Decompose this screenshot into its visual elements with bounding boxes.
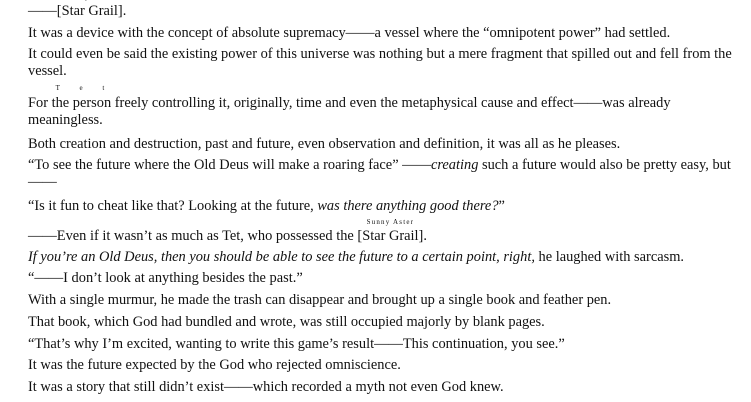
paragraph: That book, which God had bundled and wrote, was still occupied majorly by blank pages. — [28, 314, 545, 330]
italic-text: creating — [430, 157, 479, 173]
paragraph — [28, 249, 746, 266]
paragraph: Both creation and destruction, past and future, even observation and definition, it was all as he pleases. — [28, 136, 621, 152]
paragraph — [28, 157, 746, 191]
ruby-annotation — [357, 218, 424, 245]
italic-text: If you’re an Old Deus, then you should be able to see the future to a certain point, right, — [28, 249, 535, 265]
ruby-text — [57, 0, 123, 1]
paragraph-star-grail-fragment — [28, 3, 746, 20]
text-span: . — [423, 228, 427, 244]
text-span: . — [122, 3, 127, 19]
ruby-text: Sunny Aster — [366, 218, 415, 226]
paragraph: It was a story that still didn’t exist——which recorded a myth not even God knew. — [28, 379, 504, 395]
text-span: “Is it fun to cheat like that? Looking at the future, — [28, 198, 318, 214]
paragraph: “That’s why I’m excited, wanting to write this game’s result——This continuation, you see.” — [28, 336, 565, 352]
ruby-base: [Star Grail] — [56, 3, 123, 19]
paragraph — [28, 198, 746, 215]
text-span: “To see the future where the Old Deus will make a roaring face” —— — [28, 157, 431, 173]
paragraph: “——I don’t look at anything besides the past.” — [28, 270, 303, 286]
paragraph: With a single murmur, he made the trash can disappear and brought up a single book and feather pen. — [28, 292, 612, 308]
text-span: ——Even if it wasn’t as much as Tet, who possessed the — [28, 228, 358, 244]
ruby-annotation — [57, 3, 123, 20]
text-span: such a future would also be pretty easy, but—— — [28, 157, 731, 190]
text-span: ” — [498, 198, 505, 214]
paragraph-with-ruby — [28, 218, 746, 245]
text-span: he laughed with sarcasm. — [534, 249, 684, 265]
ruby-annotation — [51, 84, 114, 112]
ruby-text: T e t — [55, 84, 114, 92]
text-span: —— — [28, 3, 57, 19]
paragraph: It was the future expected by the God who rejected omniscience. — [28, 357, 401, 373]
ruby-base: [Star Grail] — [357, 228, 424, 244]
text-span: freely controlling it, originally, time and even the metaphysical cause and effect——was already meaningless. — [28, 95, 671, 128]
ruby-base: the person — [51, 95, 112, 111]
text-span: For — [28, 95, 52, 111]
paragraph-with-ruby — [28, 84, 746, 129]
italic-text: was there anything good there? — [317, 198, 499, 214]
paragraph: It could even be said the existing power of this universe was nothing but a mere fragment that spilled out and fell from the vessel. — [28, 46, 732, 79]
paragraph: It was a device with the concept of absolute supremacy——a vessel where the “omnipotent power” had settled. — [28, 25, 671, 41]
